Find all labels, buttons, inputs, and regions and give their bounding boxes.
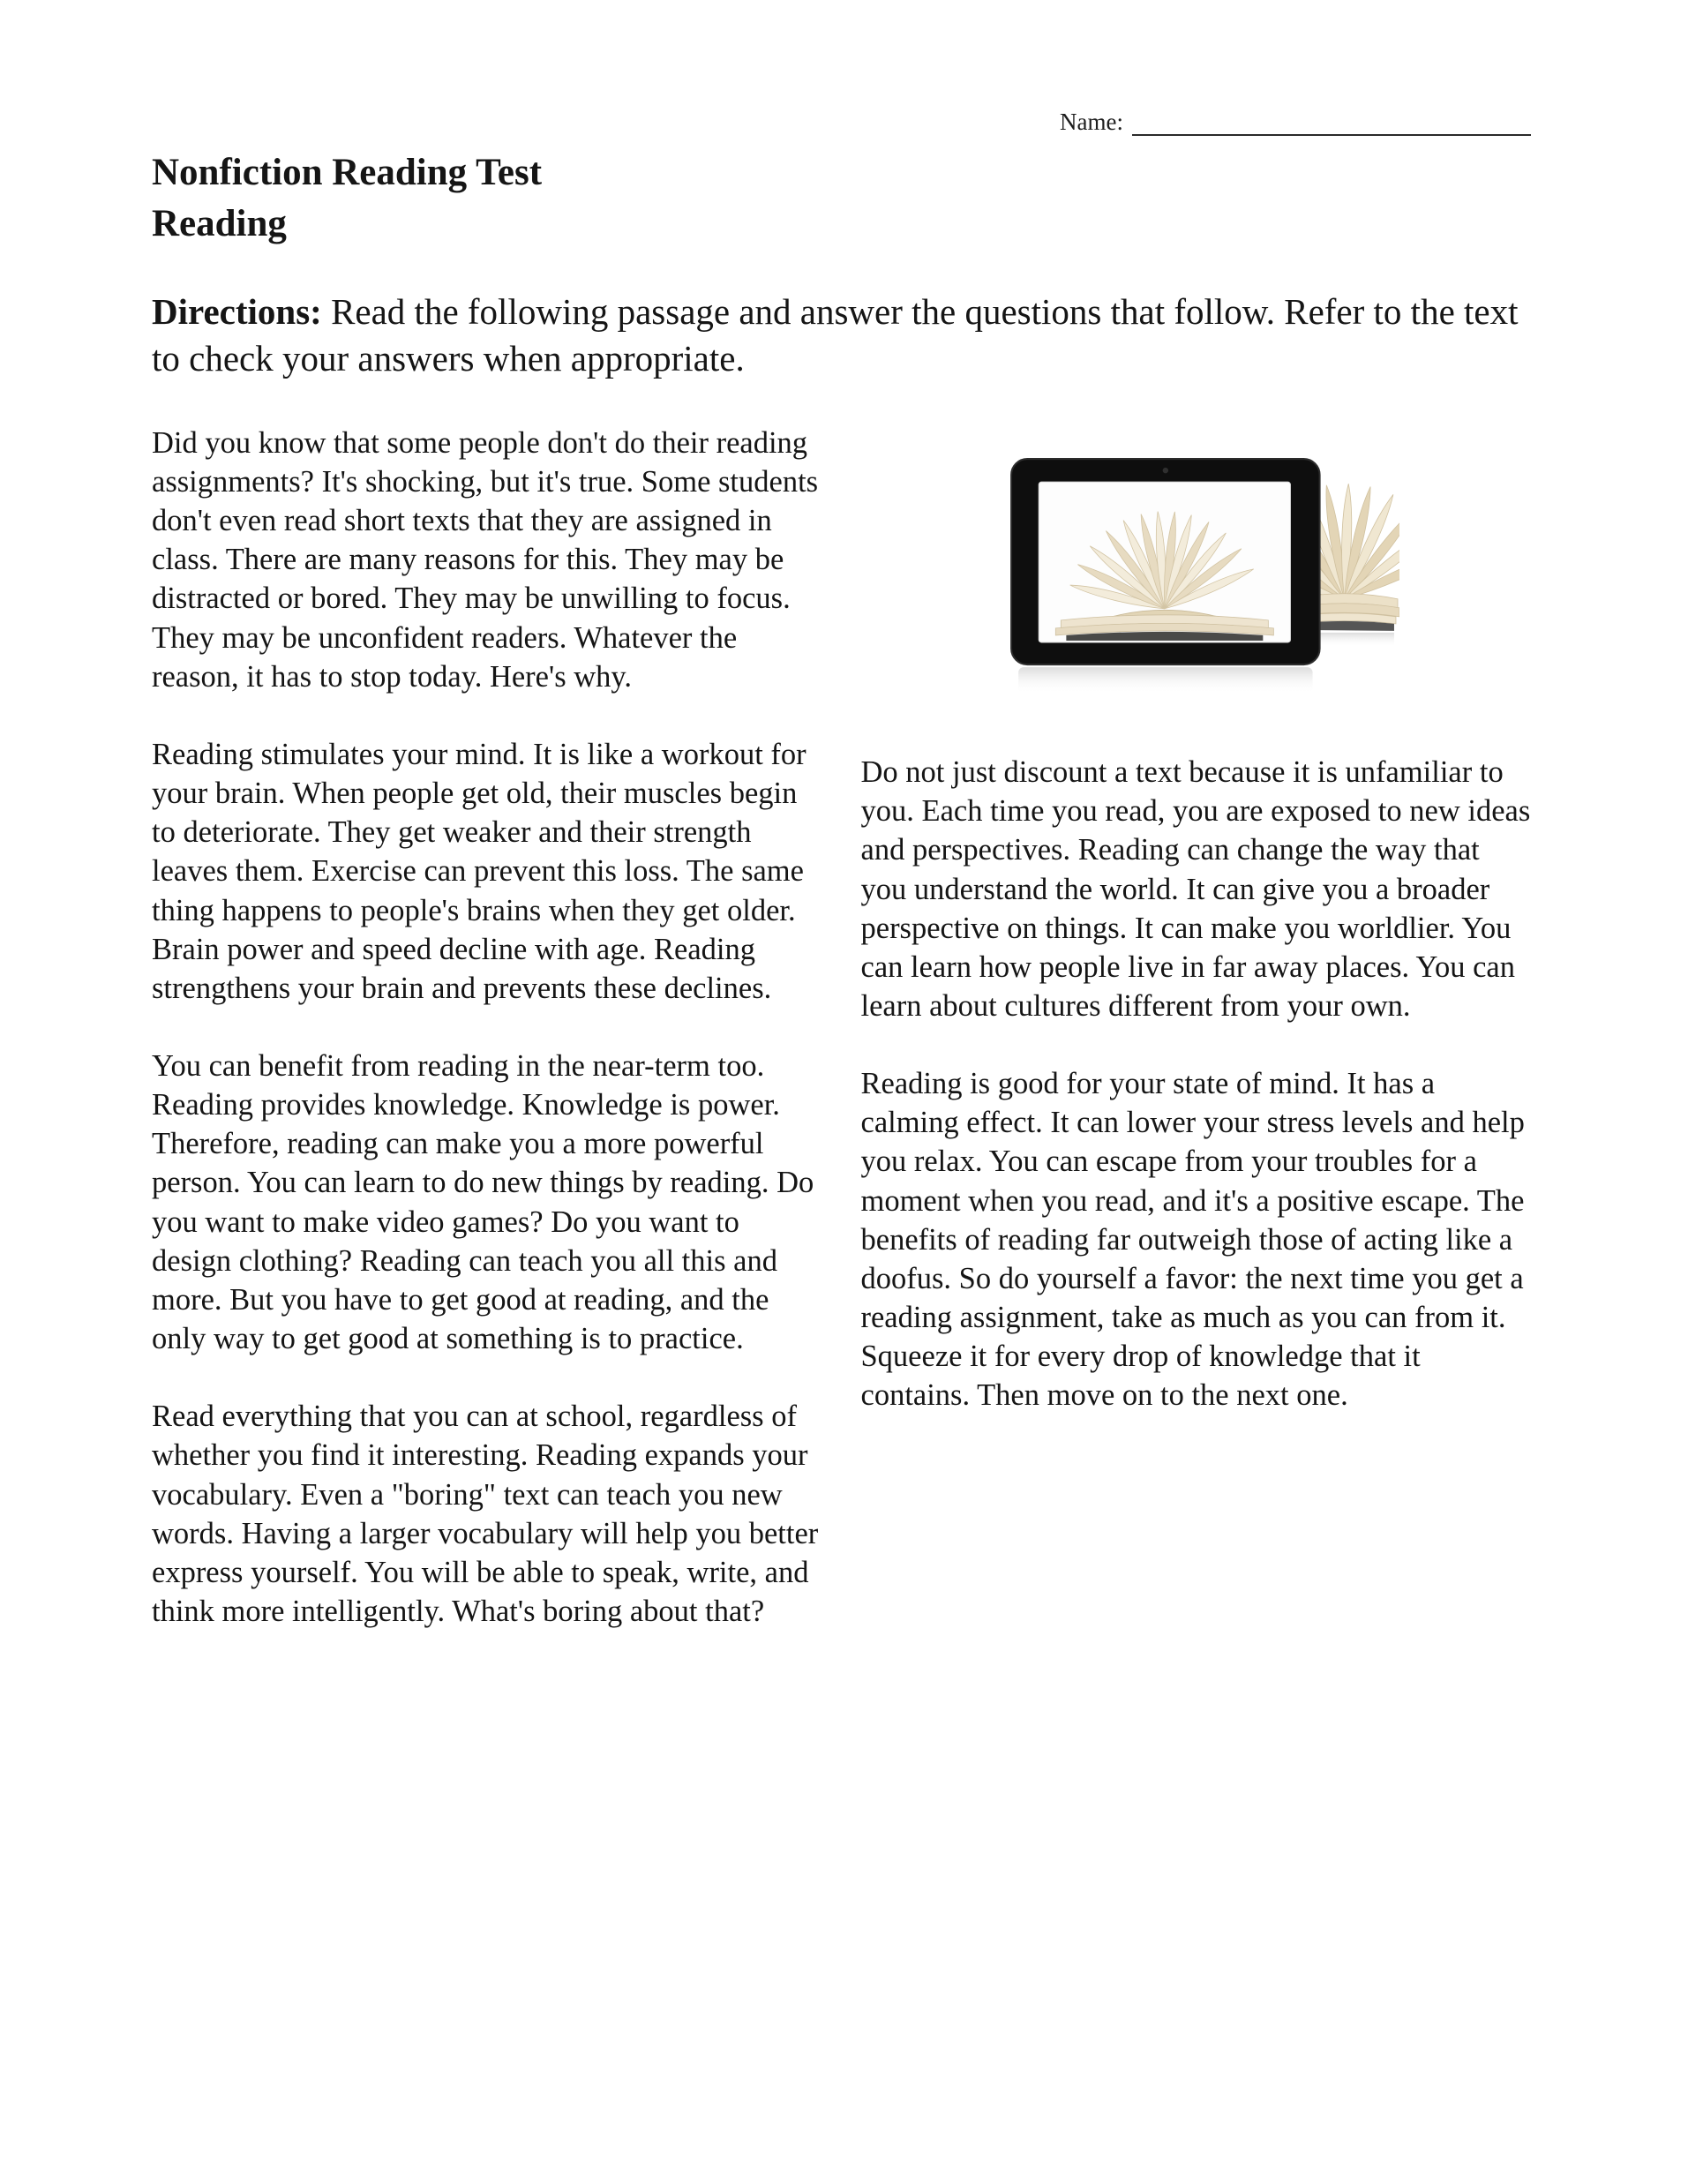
name-blank-line bbox=[1132, 111, 1531, 136]
tablet-reflection bbox=[1018, 667, 1312, 694]
passage-columns bbox=[152, 424, 1531, 1670]
passage-paragraph: Reading is good for your state of mind. It has a calming effect. It can lower your stress levels and help you relax. You can escape from your troubles for a moment when you read, and it's a positive escape. The benefits of reading far outweigh those of acting like a doofus. So do yourself a favor: the next time you get a reading assignment, take as much as you can from it. Squeeze it for every drop of knowledge that it contains. Then move on to the next one. bbox=[860, 1067, 1525, 1413]
tablet-camera bbox=[1163, 468, 1168, 473]
name-row bbox=[152, 108, 1531, 136]
page-title: Nonfiction Reading Test bbox=[152, 152, 543, 193]
passage-paragraph: Reading stimulates your mind. It is like a workout for your brain. When people get old, their muscles begin to deteriorate. They get weaker and their strength leaves them. Exercise can prevent this loss. The same thing happens to people's brains when they get older. Brain power and speed decline with age. Reading strengthens your brain and prevents these declines. bbox=[152, 737, 806, 1005]
passage-paragraph: Did you know that some people don't do their reading assignments? It's shocking, but it's true. Some students don't even read short texts that they are assigned in class. There are many reasons for this. They may be distracted or bored. They may be unwilling to focus. They may be unconfident readers. Whatever the reason, it has to stop today. Here's why. bbox=[152, 425, 819, 694]
directions bbox=[152, 289, 1531, 383]
page-subtitle: Reading bbox=[152, 202, 287, 244]
directions-label: Directions: bbox=[152, 291, 322, 333]
name-label: Name: bbox=[1060, 109, 1123, 135]
passage-paragraph: Read everything that you can at school, regardless of whether you find it interesting. Reading expands your vocabulary. Even a "boring" text can teach you new words. Having a larger vocabulary will help you better express yourself. You will be able to speak, write, and think more intelligently. What's boring about that? bbox=[152, 1400, 819, 1628]
passage-paragraph: You can benefit from reading in the near-term too. Reading provides knowledge. Knowledge is power. Therefore, reading can make you a more powerful person. You can learn to do new things by reading. Do you want to make video games? Do you want to design clothing? Reading can teach you all this and more. But you have to get good at reading, and the only way to get good at something is to practice. bbox=[152, 1048, 814, 1356]
book-on-tablet-illustration bbox=[992, 447, 1399, 703]
passage-right-column bbox=[861, 424, 1532, 1670]
passage-paragraph: Do not just discount a text because it is unfamiliar to you. Each time you read, you are exposed to new ideas and perspectives. Reading can change the way that you understand the world. It can give you a broader perspective on things. It can make you worldlier. You can learn how people live in far away places. You can learn about cultures different from your own. bbox=[860, 755, 1531, 1023]
passage-left-column bbox=[152, 424, 822, 1670]
book-on-tablet-photo bbox=[992, 447, 1399, 703]
directions-text: Read the following passage and answer the questions that follow. Refer to the text to check your answers when appropriate. bbox=[152, 291, 1519, 379]
